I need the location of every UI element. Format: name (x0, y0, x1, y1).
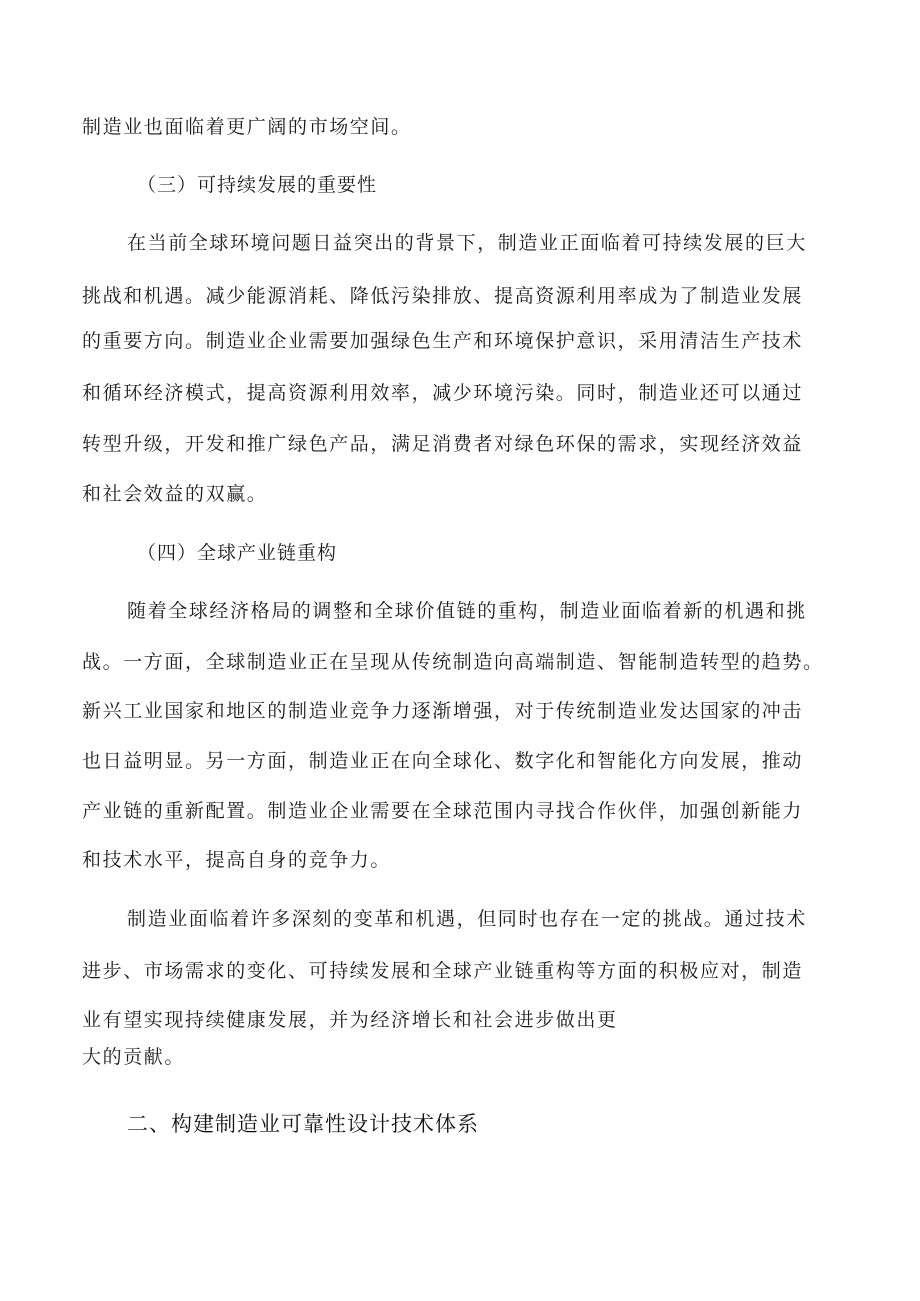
subsection-heading-3: （三）可持续发展的重要性 (137, 174, 378, 196)
paragraph-line: 战。一方面，全球制造业正在呈现从传统制造向高端制造、智能制造转型的趋势。 (82, 651, 824, 673)
paragraph-line: 进步、市场需求的变化、可持续发展和全球产业链重构等方面的积极应对，制造 (82, 960, 804, 982)
section-heading-2: 二、构建制造业可靠性设计技术体系 (127, 1112, 479, 1136)
paragraph-line: 制造业也面临着更广阔的市场空间。 (82, 116, 412, 138)
paragraph-line: 也日益明显。另一方面，制造业正在向全球化、数字化和智能化方向发展，推动 (82, 750, 804, 772)
paragraph-line: 和技术水平，提高自身的竞争力。 (82, 849, 392, 871)
paragraph-line: 大的贡献。 (82, 1046, 186, 1068)
subsection-heading-4: （四）全球产业链重构 (137, 542, 338, 564)
paragraph-line: 挑战和机遇。减少能源消耗、降低污染排放、提高资源利用率成为了制造业发展 (82, 285, 804, 307)
paragraph-line: 在当前全球环境问题日益突出的背景下，制造业正面临着可持续发展的巨大 (127, 232, 807, 254)
paragraph-line: 制造业面临着许多深刻的变革和机遇，但同时也存在一定的挑战。通过技术 (127, 908, 807, 930)
paragraph-line: 的重要方向。制造业企业需要加强绿色生产和环境保护意识，采用清洁生产技术 (82, 330, 804, 352)
paragraph-line: 随着全球经济格局的调整和全球价值链的重构，制造业面临着新的机遇和挑 (127, 600, 807, 622)
paragraph-line: 产业链的重新配置。制造业企业需要在全球范围内寻找合作伙伴，加强创新能力 (82, 800, 804, 822)
paragraph-line: 和社会效益的双赢。 (82, 483, 268, 505)
paragraph-line: 和循环经济模式，提高资源利用效率，减少环境污染。同时，制造业还可以通过 (82, 382, 804, 404)
paragraph-line: 转型升级，开发和推广绿色产品，满足消费者对绿色环保的需求，实现经济效益 (82, 433, 804, 455)
paragraph-line: 业有望实现持续健康发展，并为经济增长和社会进步做出更 (82, 1009, 618, 1031)
paragraph-line: 新兴工业国家和地区的制造业竞争力逐渐增强，对于传统制造业发达国家的冲击 (82, 700, 804, 722)
